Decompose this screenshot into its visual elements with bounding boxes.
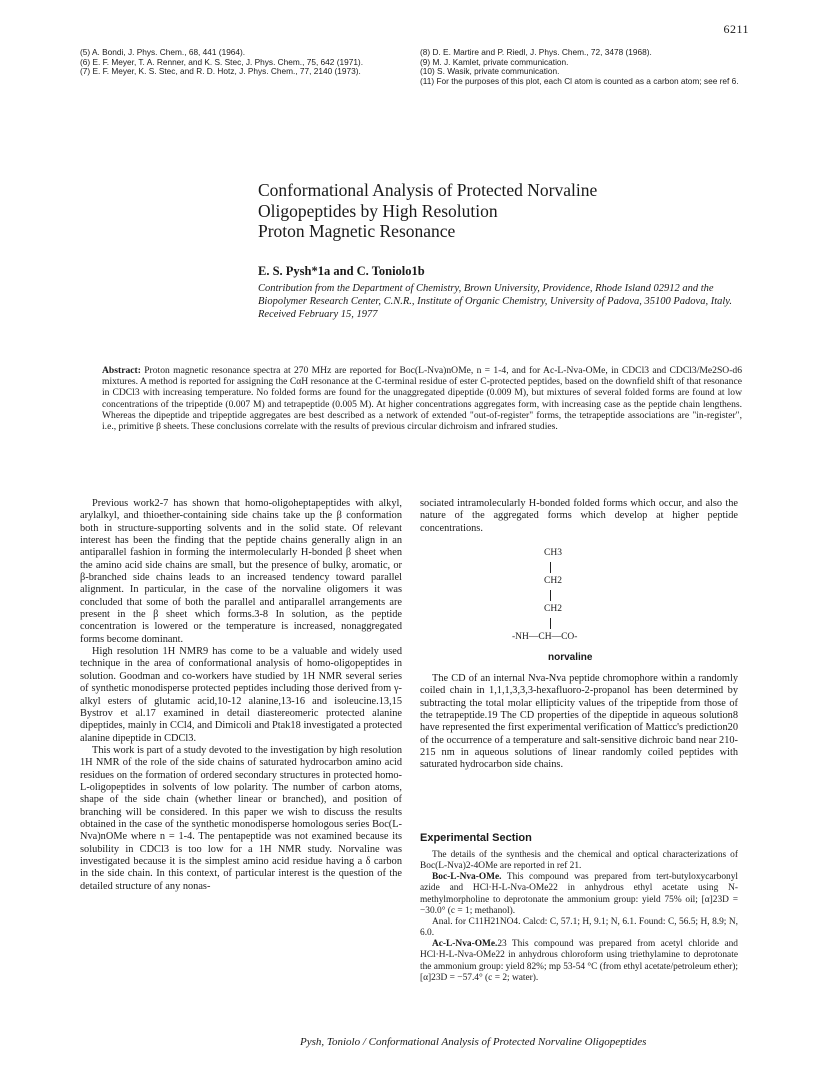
- paragraph-2: High resolution 1H NMR9 has come to be a valuable and widely used technique in the area of conformational analysis of homo-oligopeptides in solution. Goodman and co-workers have studied by 1H NMR several series of synthetic monodisperse protected peptides including those derived from γ-alkyl esters of glutamic acid,10-12 alanine,13-16 and isoleucine.13,15 Bystrov et al.17 examined in detail diastereomeric protected alanine dipeptides, mainly in CCl4, and Dimicoli and Ptak18 investigated a protected alanine dipeptide in CDCl3.: [80, 646, 402, 744]
- references-right: [420, 48, 750, 86]
- reference-9: (9) M. J. Kamlet, private communication.: [420, 56, 569, 67]
- bond-line: [550, 618, 551, 629]
- reference-8: (8) D. E. Martire and P. Riedl, J. Phys. Chem., 72, 3478 (1968).: [420, 47, 652, 57]
- structure-backbone: -NH—CH—CO-: [512, 632, 578, 642]
- bond-line: [550, 590, 551, 601]
- page-number: 6211: [723, 22, 749, 36]
- reference-10: (10) S. Wasik, private communication.: [420, 66, 560, 77]
- abstract-text: Proton magnetic resonance spectra at 270 MHz are reported for Boc(L-Nva)nOMe, n = 1-4, and for Ac-L-Nva-OMe, in CDCl3 and CDCl3/Me2SO-d6 mixtures. A method is reported for assigning the CαH resonance at the C-terminal residue of ester C-protected peptides, based on the downfield shift of that resonance in CDCl3 with increasing temperature. No folded forms are found for the unaggregated dipeptide (0.009 M), but mixtures of several folded forms are found at low concentrations of the tripeptide (0.007 M) and tetrapeptide (0.005 M). At higher concentrations aggregates form, with increasing case as the peptide chain lengthens. Whereas the dipeptide and tripeptide aggregates are best described as a network of extended "out-of-register" forms, the tetrapeptide associations are "in-register", i.e., primitive β sheets. These conclusions correlate with the results of previous circular dichroism and infrared studies.: [102, 365, 742, 433]
- title-line-2: Oligopeptides by High Resolution: [258, 200, 498, 221]
- references-left: [80, 48, 398, 77]
- compound-1-text: This compound was prepared from tert-butyloxycarbonyl azide and HCl·H-L-Nva-OMe22 in anhydrous ethyl acetate using N-methylmorpholine to deprotonate the ammonium group: yield 75% oil; [α]23D = −30.0° (c = 1; methanol).: [420, 872, 738, 916]
- title-line-3: Proton Magnetic Resonance: [258, 221, 456, 241]
- section-heading: Experimental Section: [420, 832, 532, 844]
- structure-ch3: CH3: [544, 548, 562, 558]
- continued-paragraph: sociated intramolecularly H-bonded folded forms which occur, and also the nature of the aggregated forms which develop at higher peptide concentrations.: [420, 498, 738, 534]
- structure-ch2-a: CH2: [544, 576, 562, 586]
- exp-intro: The details of the synthesis and the chemical and optical characterizations of Boc(L-Nva)2-4OMe are reported in ref 21.: [420, 850, 738, 872]
- compound-2-text: 23 This compound was prepared from acetyl chloride and HCl·H-L-Nva-OMe22 in anhydrous chloroform using triethylamine to deprotonate the ammonium group: yield 82%; mp 53-54 °C (from ethyl acetate/petroleum ether); [α]23D = −57.4° (c = 2; water).: [420, 939, 738, 983]
- paragraph-1: Previous work2-7 has shown that homo-oligoheptapeptides with alkyl, arylalkyl, and thioether-containing side chains take up the β conformation both in structure-supporting solvents and in the solid state. Of relevant interest has been the finding that the peptide chains generally align in an antiparallel fashion in forming the intermolecularly H-bonded β sheet when the amino acid side chains are small, but the presence of bulky, aromatic, or β-branched side chains leads to an increased tendency toward parallel alignment. In particular, in the case of the norvaline oligomers it was concluded that some of both the parallel and antiparallel arrangements are present in the β sheet which forms.3-8 In solution, as the peptide concentration is lowered or the temperature is increased, nonaggregated forms become dominant.: [80, 498, 402, 645]
- cd-paragraph: The CD of an internal Nva-Nva peptide chromophore within a randomly coiled chain in 1,1,1,3,3,3-hexafluoro-2-propanol has been determined by subtracting the total molar ellipticity values of the tripeptide from those of the tetrapeptide.19 The CD properties of the dipeptide in aqueous solution8 have represented the first experimental verification of Matticc's prediction20 of the occurrence of a temperature and salt-sensitive dichroic band near 210-215 nm in aqueous solutions of linear randomly coiled peptides with saturated hydrocarbon side chains.: [420, 673, 738, 771]
- running-footer: Pysh, Toniolo / Conformational Analysis of Protected Norvaline Oligopeptides: [300, 1036, 647, 1048]
- authors: E. S. Pysh*1a and C. Toniolo1b: [258, 264, 425, 278]
- norvaline-structure: [512, 548, 630, 648]
- article-title: [258, 180, 718, 242]
- abstract: [102, 365, 742, 432]
- exp-analysis: Anal. for C11H21NO4. Calcd: C, 57.1; H, 9.1; N, 6.1. Found: C, 56.5; H, 8.9; N, 6.0.: [420, 916, 738, 939]
- body-column-right: [420, 673, 738, 772]
- experimental-section: [420, 850, 738, 984]
- bond-line: [550, 562, 551, 573]
- title-line-1: Conformational Analysis of Protected Norvaline: [258, 180, 598, 200]
- reference-7: (7) E. F. Meyer, K. S. Stec, and R. D. Hotz, J. Phys. Chem., 77, 2140 (1973).: [80, 66, 361, 77]
- reference-11: (11) For the purposes of this plot, each Cl atom is counted as a carbon atom; see ref 6.: [420, 75, 739, 86]
- paragraph-3: This work is part of a study devoted to the investigation by high resolution 1H NMR of the role of the side chains of saturated hydrocarbon amino acid residues on the formation of ordered secondary structures in protected homo-L-oligopeptides in solvents of low polarity. The number of carbon atoms, shape of the side chain (whether linear or branched), and position of branching will be considered. In this paper we wish to discuss the results obtained in the case of the synthetic monodisperse homologous series Boc(L-Nva)nOMe where n = 1-4. The pentapeptide was not examined because its solubility in CDCl3 is too low for a 1H NMR study. Norvaline was investigated because it is the simplest amino acid residue having a δ carbon in the side chain. In this context, of particular interest is the question of the detailed structure of any nonas-: [80, 744, 402, 892]
- reference-6: (6) E. F. Meyer, T. A. Renner, and K. S. Stec, J. Phys. Chem., 75, 642 (1971).: [80, 56, 363, 67]
- affiliation: Contribution from the Department of Chemistry, Brown University, Providence, Rhode Island 02912 and the Biopolymer Research Center, C.N.R., Institute of Organic Chemistry, University of Padova, 35100 Padova, Italy. Received February 15, 1977: [258, 283, 732, 320]
- compound-2-label: Ac-L-Nva-OMe.: [432, 939, 498, 950]
- reference-5: (5) A. Bondi, J. Phys. Chem., 68, 441 (1964).: [80, 47, 246, 57]
- compound-1-label: Boc-L-Nva-OMe.: [432, 872, 502, 883]
- exp-compound-2: [420, 939, 738, 984]
- abstract-label: Abstract:: [102, 365, 141, 376]
- body-column-left: [80, 498, 402, 893]
- exp-compound-1: [420, 872, 738, 917]
- body-column-right-intro: [420, 498, 738, 535]
- structure-ch2-b: CH2: [544, 604, 562, 614]
- structure-caption: norvaline: [548, 652, 593, 663]
